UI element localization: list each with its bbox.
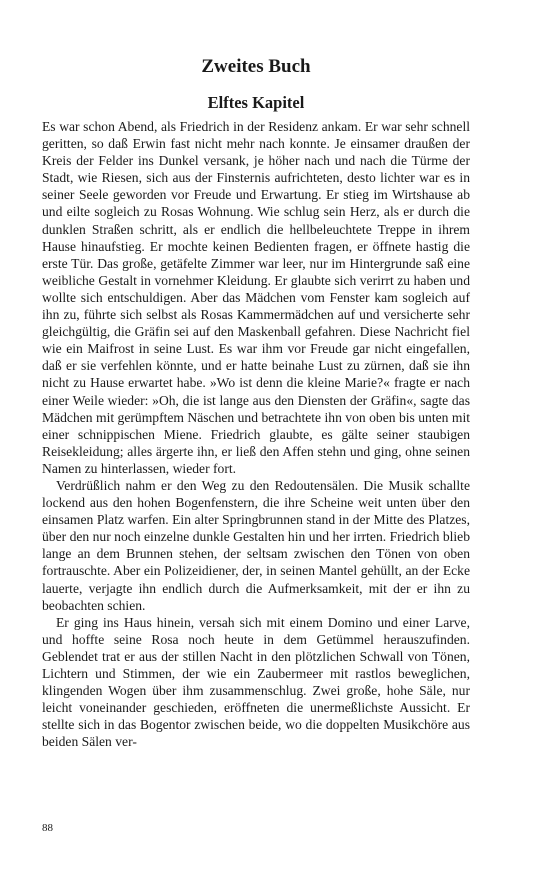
book-title: Zweites Buch — [201, 56, 311, 77]
paragraph: Es war schon Abend, als Friedrich in der Residenz ankam. Er war sehr schnell geritten, so daß Erwin fast nicht mehr nach konnte. Je einsamer draußen der Kreis der Felder ins Dunkel versank, je höher nach und nach die Türme der Stadt, wie Riesen, sich aus der Finsternis aufrichteten, desto lichter war es in seiner Seele geworden vor Freude und Erwartung. Er stieg im Wirtshause ab und eilte sogleich zu Rosas Wohnung. Wie schlug sein Herz, als er durch die dunklen Straßen schritt, als er endlich die hellbeleuchtete Treppe in ihrem Hause hinaufstieg. Er mochte keinen Bedienten fragen, er öffnete hastig die erste Tür. Das große, getäfelte Zimmer war leer, nur im Hintergrunde saß eine weibliche Gestalt in vornehmer Kleidung. Er glaubte sich verirrt zu haben und wollte sich entschuldigen. Aber das Mädchen vom Fenster kam sogleich auf ihn zu, führte sich selbst als Rosas Kammermädchen auf und versicherte sehr gleichgültig, die Gräfin sei auf den Maskenball gefahren. Diese Nachricht fiel wie ein Maifrost in seine Lust. Es war ihm vor Freude gar nicht eingefallen, daß er sie verfehlen könnte, und er hatte beinahe Lust zu zürnen, daß sie ihn nicht zu Hause erwartet habe. »Wo ist denn die kleine Marie?« fragte er nach einer Weile wieder: »Oh, die ist lange aus den Diensten der Gräfin«, sagte das Mädchen mit gerümpftem Näschen und betrachtete ihn von oben bis unten mit einer schnippischen Miene. Friedrich glaubte, es gälte seiner staubigen Reisekleidung; alles ärgerte ihn, er ließ den Affen stehn und ging, ohne seinen Namen zu hinterlassen, wieder fort. — [42, 119, 470, 476]
paragraph: Er ging ins Haus hinein, versah sich mit einem Domino und einer Larve, und hoffte seine Rosa noch heute in dem Getümmel herauszufinden. Geblendet trat er aus der stillen Nacht in den plötzlichen Schwall von Tönen, Lichtern und Stimmen, der wie ein Zaubermeer mit rastlos beweglichen, klingenden Wogen über ihm zusammenschlug. Zwei große, hohe Säle, nur leicht voneinander geschieden, eröffneten die unermeßlichste Aussicht. Er stellte sich in das Bogentor zwischen beide, wo die doppelten Musikchöre aus beiden Sälen ver- — [42, 614, 470, 750]
page-number: 88 — [42, 822, 53, 834]
paragraph: Verdrüßlich nahm er den Weg zu den Redoutensälen. Die Musik schallte lockend aus den hohen Bogenfenstern, die ihre Scheine weit unten über den einsamen Platz warfen. Ein alter Springbrunnen stand in der Mitte des Platzes, über den nur noch einzelne dunkle Gestalten hin und her irrten. Friedrich blieb lange an dem Brunnen stehen, der seltsam zwischen den Tönen von oben fortrauschte. Aber ein Polizeidiener, der, in seinen Mantel gehüllt, an der Ecke lauerte, verjagte ihn endlich durch die Aufmerksamkeit, mit der er ihn zu beobachten schien. — [42, 477, 470, 613]
chapter-title: Elftes Kapitel — [207, 93, 305, 112]
body-text — [42, 118, 470, 750]
